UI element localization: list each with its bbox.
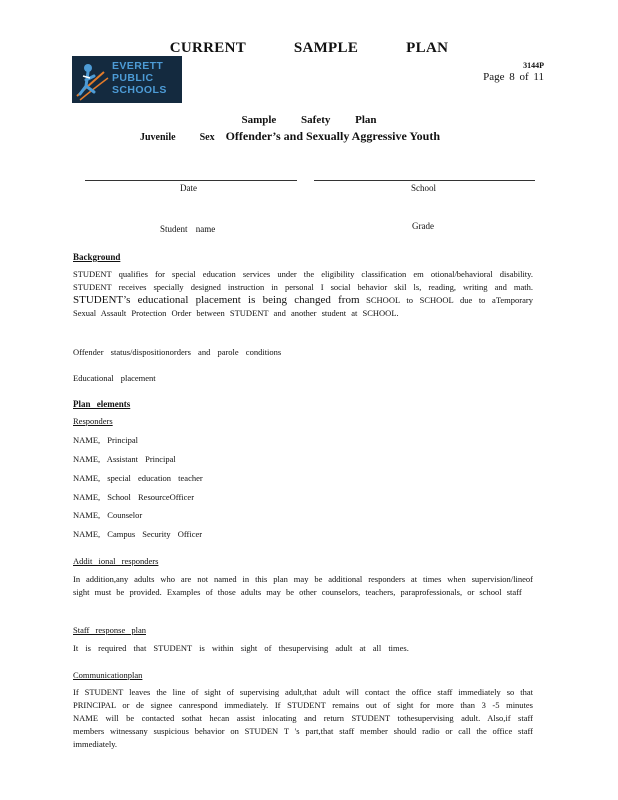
sex-label: Sex <box>199 132 215 143</box>
responder-item: NAME, School ResourceOfficer <box>73 492 195 502</box>
additional-responders-heading: Addit ional responders <box>73 556 159 566</box>
responder-item: NAME, special education teacher <box>73 473 203 483</box>
background-heading: Background <box>73 252 121 262</box>
offender-status: Offender status/dispositionorders and parole conditions <box>73 347 282 357</box>
plan-elements-heading: Plan elements <box>73 399 131 409</box>
educational-placement: Educational placement <box>73 373 156 383</box>
juvenile-label: Juvenile <box>140 132 176 143</box>
additional-responders-paragraph: In addition,any adults who are not named in this plan may be additional responders at times when supervision/lineof sight must be provided. Examples of those adults may be other counselors, teachers, paraprofessionals, or school staff <box>73 574 533 597</box>
logo-text: EVERETT PUBLIC SCHOOLS <box>112 60 167 96</box>
staff-response-text: It is required that STUDENT is within sight of thesupervising adult at all times. <box>73 643 409 653</box>
school-logo <box>72 56 182 103</box>
student-name-label: Student name <box>160 224 216 234</box>
grade-label: Grade <box>412 221 434 231</box>
date-label: Date <box>180 183 197 193</box>
everett-logo-icon <box>74 56 114 103</box>
responder-item: NAME, Assistant Principal <box>73 454 176 464</box>
plan-main-title: Offender’s and Sexually Aggressive Youth <box>225 129 441 143</box>
school-line <box>314 180 535 181</box>
plan-subtitle: Sample Safety Plan <box>241 114 377 126</box>
background-paragraph: STUDENT qualifies for special education services under the eligibility classification em otional/behavioral disability. STUDENT receives specially designed instruction in personal I social behavior skil ls, reading, writing and math. STUDENT’s educational placement is being changed from SCHOOL to SCHOOL due to aTemporary Sexual Assault Protection Order between STUDENT and another student at SCHOOL. <box>73 269 533 318</box>
school-label: School <box>411 183 437 193</box>
background-emphasis: STUDENT’s educational placement is being changed from <box>73 294 360 306</box>
document-number: 3144P <box>523 61 544 70</box>
responder-item: NAME, Principal <box>73 435 138 445</box>
document-title: CURRENT SAMPLE PLAN <box>169 40 449 56</box>
staff-response-heading: Staff response plan <box>73 625 146 635</box>
responder-item: NAME, Campus Security Officer <box>73 529 203 539</box>
date-line <box>85 180 297 181</box>
communication-heading: Communicationplan <box>73 670 143 680</box>
communication-paragraph: If STUDENT leaves the line of sight of supervising adult,that adult will contact the office staff immediately so that PRINCIPAL or de signee canrespond immediately. If STUDENT remains out of sight for more than 3 -5 minutes NAME will be contacted sothat hecan assist inlocating and return STUDENT tothesupervising adult. Also,if staff members witnessany suspicious behavior on STUDEN T 's part,that staff member should radio or call the office staff immediately. <box>73 687 533 749</box>
responders-heading: Responders <box>73 416 113 426</box>
page-number: Page 8 of 11 <box>483 71 544 83</box>
plan-heading <box>140 129 440 144</box>
responder-item: NAME, Counselor <box>73 510 143 520</box>
